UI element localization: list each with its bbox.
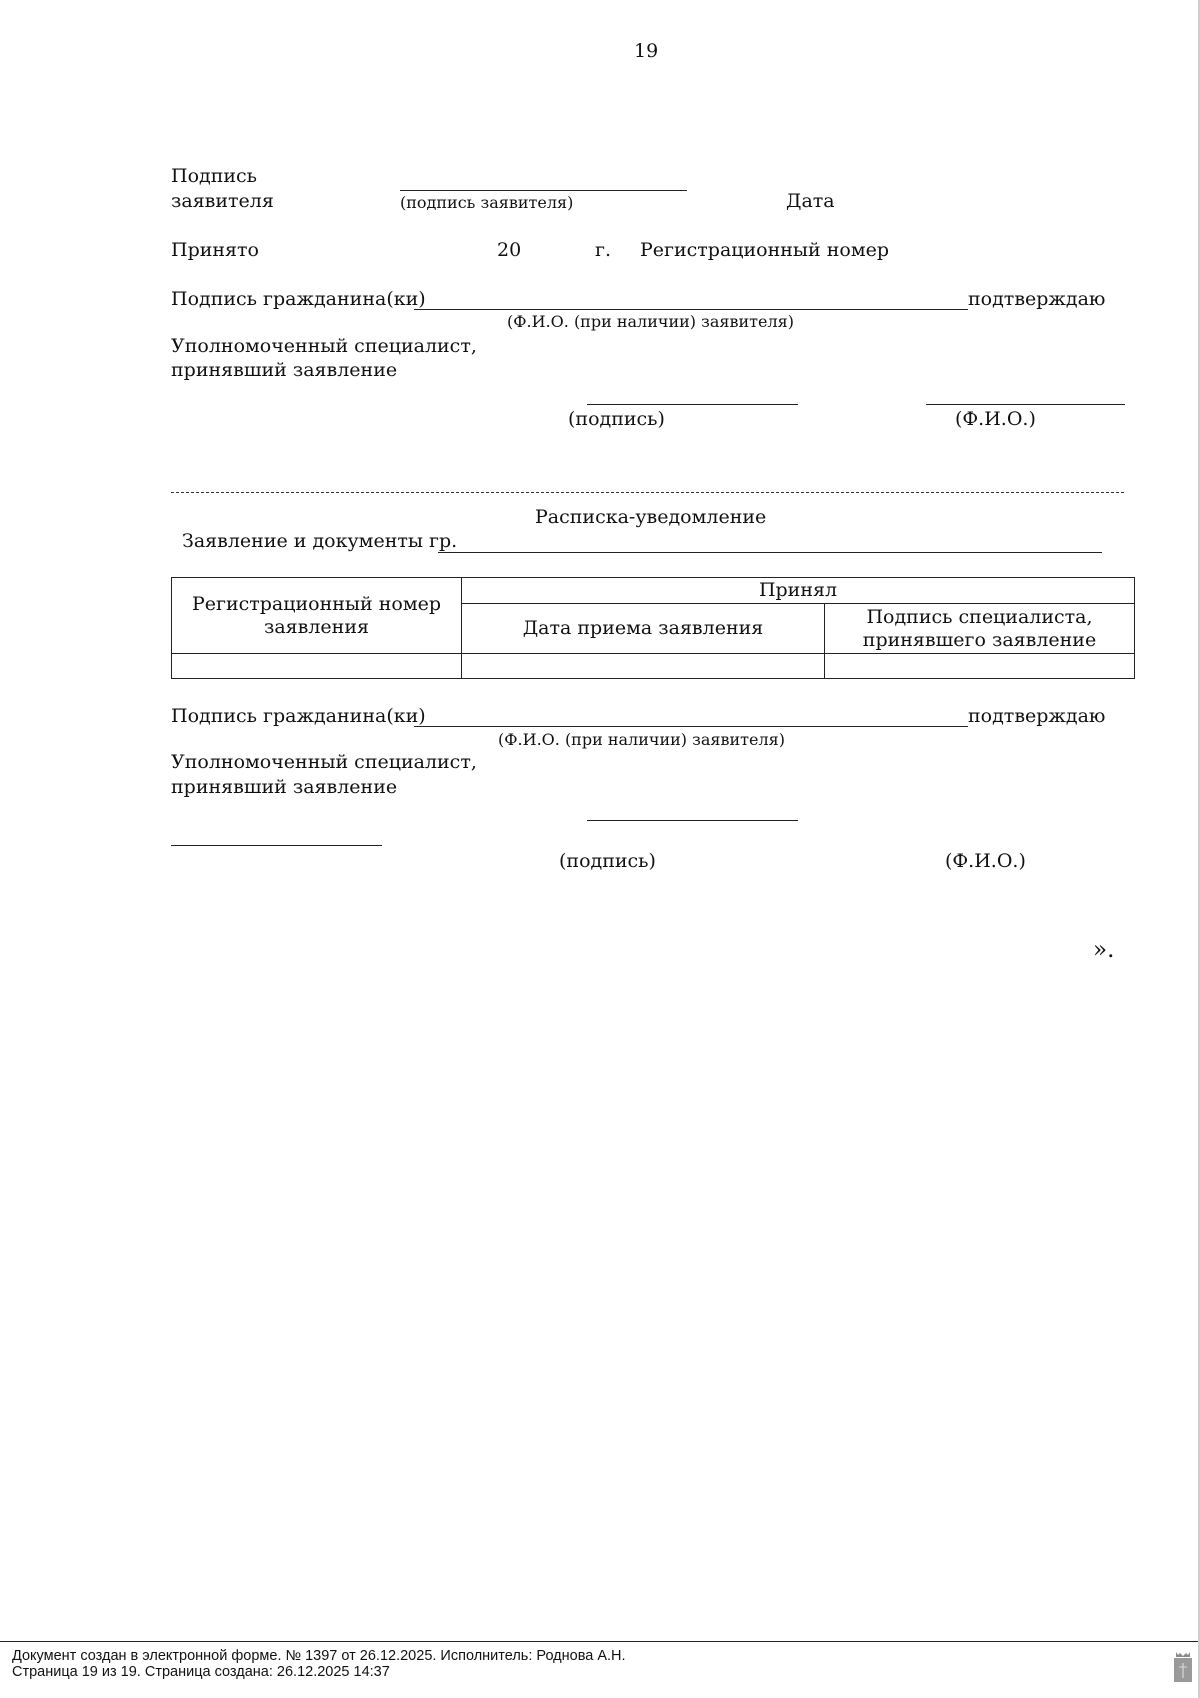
receipt-specialist-label-line2: принявший заявление — [171, 776, 398, 798]
citizen-name-line[interactable] — [414, 309, 968, 310]
confirm-label: подтверждаю — [968, 288, 1106, 310]
receipt-specialist-signature-caption: (подпись) — [559, 850, 656, 872]
year-prefix: 20 — [497, 239, 522, 261]
signature-label-line2: заявителя — [171, 190, 274, 212]
citizen-signature-label: Подпись гражданина(ки) — [171, 288, 426, 310]
year-suffix: г. — [595, 239, 611, 261]
footer-rule — [0, 1641, 1198, 1642]
receipt-citizen-name-line[interactable] — [414, 726, 968, 727]
receipt-confirm-label: подтверждаю — [968, 705, 1106, 727]
specialist-signature-cell[interactable] — [825, 654, 1135, 679]
specialist-signature-caption: (подпись) — [568, 408, 665, 430]
footer-line1: Документ создан в электронной форме. № 1397 от 26.12.2025. Исполнитель: Роднова А.Н. — [12, 1648, 626, 1664]
receipt-fio-caption: (Ф.И.О. (при наличии) заявителя) — [498, 730, 785, 749]
acceptance-date-header: Дата приема заявления — [462, 604, 825, 654]
footer-line2: Страница 19 из 19. Страница создана: 26.12.2025 14:37 — [12, 1664, 390, 1680]
receipt-left-line[interactable] — [171, 845, 382, 846]
specialist-name-caption: (Ф.И.О.) — [955, 408, 1036, 430]
documents-name-line[interactable] — [438, 552, 1102, 553]
table-header-row — [172, 578, 1135, 604]
closing-quote: ». — [1093, 937, 1115, 963]
date-label: Дата — [786, 190, 835, 212]
table-row — [172, 654, 1135, 679]
page-number: 19 — [634, 40, 659, 62]
receipt-specialist-label-line1: Уполномоченный специалист, — [171, 751, 477, 773]
receipt-citizen-signature-label: Подпись гражданина(ки) — [171, 705, 426, 727]
registration-number-cell[interactable] — [172, 654, 462, 679]
signature-label-line1: Подпись — [171, 165, 258, 187]
coat-of-arms-icon — [1172, 1651, 1194, 1683]
cut-line — [171, 492, 1124, 493]
documents-label: Заявление и документы гр. — [182, 530, 458, 552]
accepted-label: Принято — [171, 239, 259, 261]
specialist-label-line1: Уполномоченный специалист, — [171, 335, 477, 357]
fio-caption: (Ф.И.О. (при наличии) заявителя) — [507, 312, 794, 331]
accepted-group-header: Принял — [462, 578, 1135, 604]
receipt-specialist-signature-line[interactable] — [587, 820, 798, 821]
registration-number-header: Регистрационный номер заявления — [172, 578, 462, 654]
specialist-signature-line[interactable] — [587, 404, 798, 405]
specialist-signature-header: Подпись специалиста, принявшего заявление — [825, 604, 1135, 654]
applicant-signature-line[interactable] — [400, 190, 687, 191]
receipt-specialist-name-caption: (Ф.И.О.) — [945, 850, 1026, 872]
receipt-table — [171, 577, 1135, 679]
receipt-title: Расписка-уведомление — [535, 506, 767, 528]
acceptance-date-cell[interactable] — [462, 654, 825, 679]
specialist-label-line2: принявший заявление — [171, 359, 398, 381]
applicant-signature-caption: (подпись заявителя) — [400, 193, 574, 212]
specialist-name-line[interactable] — [926, 404, 1125, 405]
registration-number-label: Регистрационный номер — [640, 239, 890, 261]
